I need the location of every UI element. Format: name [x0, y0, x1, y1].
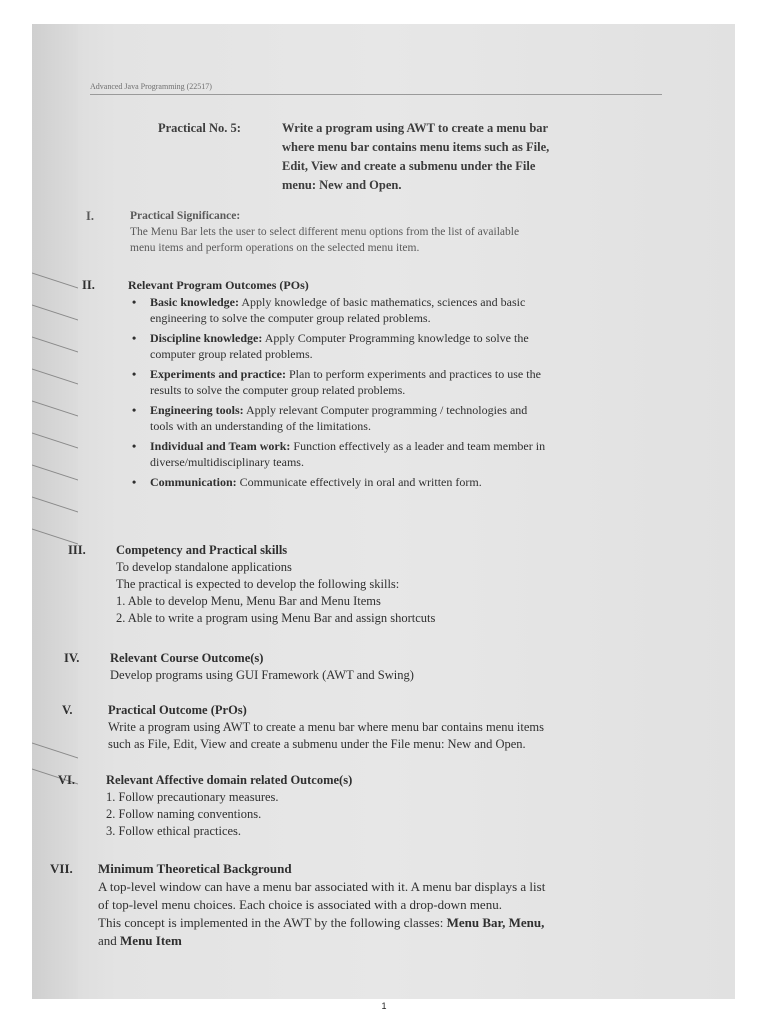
page-number: 1 — [381, 1001, 387, 1011]
affective-list — [106, 789, 678, 840]
list-item: • Engineering tools: Apply relevant Computer programming / technologies and tools with an understanding of the limitations. — [128, 402, 702, 435]
list-item: 2. Follow naming conventions. — [106, 807, 262, 821]
list-item: 1. Follow precautionary measures. — [106, 790, 279, 804]
section-heading: Competency and Practical skills — [116, 543, 288, 557]
list-item: 2. Able to write a program using Menu Bar and assign shortcuts — [116, 611, 436, 625]
photographed-page — [32, 24, 735, 999]
list-item: • Basic knowledge: Apply knowledge of basic mathematics, sciences and basic engineering to solve the computer group related problems. — [128, 294, 702, 327]
section-heading: Minimum Theoretical Background — [98, 861, 292, 876]
running-header: Advanced Java Programming (22517) — [90, 82, 662, 95]
skills-list — [116, 593, 688, 627]
section-heading: Relevant Program Outcomes (POs) — [128, 278, 309, 292]
list-item: • Individual and Team work: Function effectively as a leader and team member in diverse/multidisciplinary teams. — [128, 438, 702, 471]
section-heading: Practical Outcome (PrOs) — [108, 703, 247, 717]
program-outcomes-list — [128, 294, 702, 491]
list-item: • Communication: Communicate effectively in oral and written form. — [128, 474, 702, 491]
section-heading: Practical Significance: — [130, 210, 241, 222]
list-item: • Experiments and practice: Plan to perform experiments and practices to use the results to solve the computer group related problems. — [128, 366, 702, 399]
practical-title: Practical No. 5: Write a program using AWT to create a menu bar where menu bar contains menu items such as File, Edit, View and create a submenu under the File menu: New and Open. — [158, 121, 550, 192]
document-text: Advanced Java Programming (22517) Practical No. 5: Write a program using AWT to create a menu bar where menu bar contains menu items such as File, Edit, View and create a submenu under the File menu: New and Open. I. Practical Significance: The Menu Bar lets the user to select different menu options from the list of available menu items and perform operations on the selected menu item. II. Relevant Program Outcomes (POs) • Basic knowledge: Apply knowledge of basic mathematics, sciences and basic engineering to solve the computer group related problems. • Discipline knowledge: Apply Computer Programming knowledge to solve the computer group related problems. • Experiments and practice: Plan to perform experiments and practices to use the results to solve the computer group related problems. • Engineering tools: Apply relevant Computer programming / technologies and tools with an understanding of the limitations. • Individual and Team work: Function effectively as a leader and team member in diverse/multidisciplinary teams. • Communication: Communicate effectively in oral and written form. III. Competency and Practical skills To develop standalone applications The practical is expected to develop the following skills: 1. Able to develop Menu, Menu Bar and Menu Items 2. Able to write a program using Menu Bar and assign shortcuts IV. Relevant Course Outcome(s) Develop programs using GUI Framework (AWT and Swing) V. Practical Outcome (PrOs) Write a program using AWT to create a menu bar where menu bar contains menu items such as File, Edit, View and create a submenu under the File menu: New and Open. VI. Relevant Affective domain related Outcome(s) 1. Follow precautionary measures. 2. Follow naming conventions. 3. Follow ethical practices. VII. Minimum Theoretical Background A top-level window can have a menu bar associated with it. A menu bar displays a list of top-level menu choices. Each choice is associated with a drop-down menu. This concept is implemented in the AWT by the following classes: Menu Bar, Menu, and Menu Item — [32, 24, 735, 999]
section-heading: Relevant Affective domain related Outcome(s) — [106, 773, 353, 787]
practical-label: Practical No. 5: — [158, 121, 241, 135]
section-heading: Relevant Course Outcome(s) — [110, 651, 264, 665]
list-item: • Discipline knowledge: Apply Computer Programming knowledge to solve the computer group related problems. — [128, 330, 702, 363]
list-item: 1. Able to develop Menu, Menu Bar and Menu Items — [116, 594, 381, 608]
list-item: 3. Follow ethical practices. — [106, 824, 242, 838]
